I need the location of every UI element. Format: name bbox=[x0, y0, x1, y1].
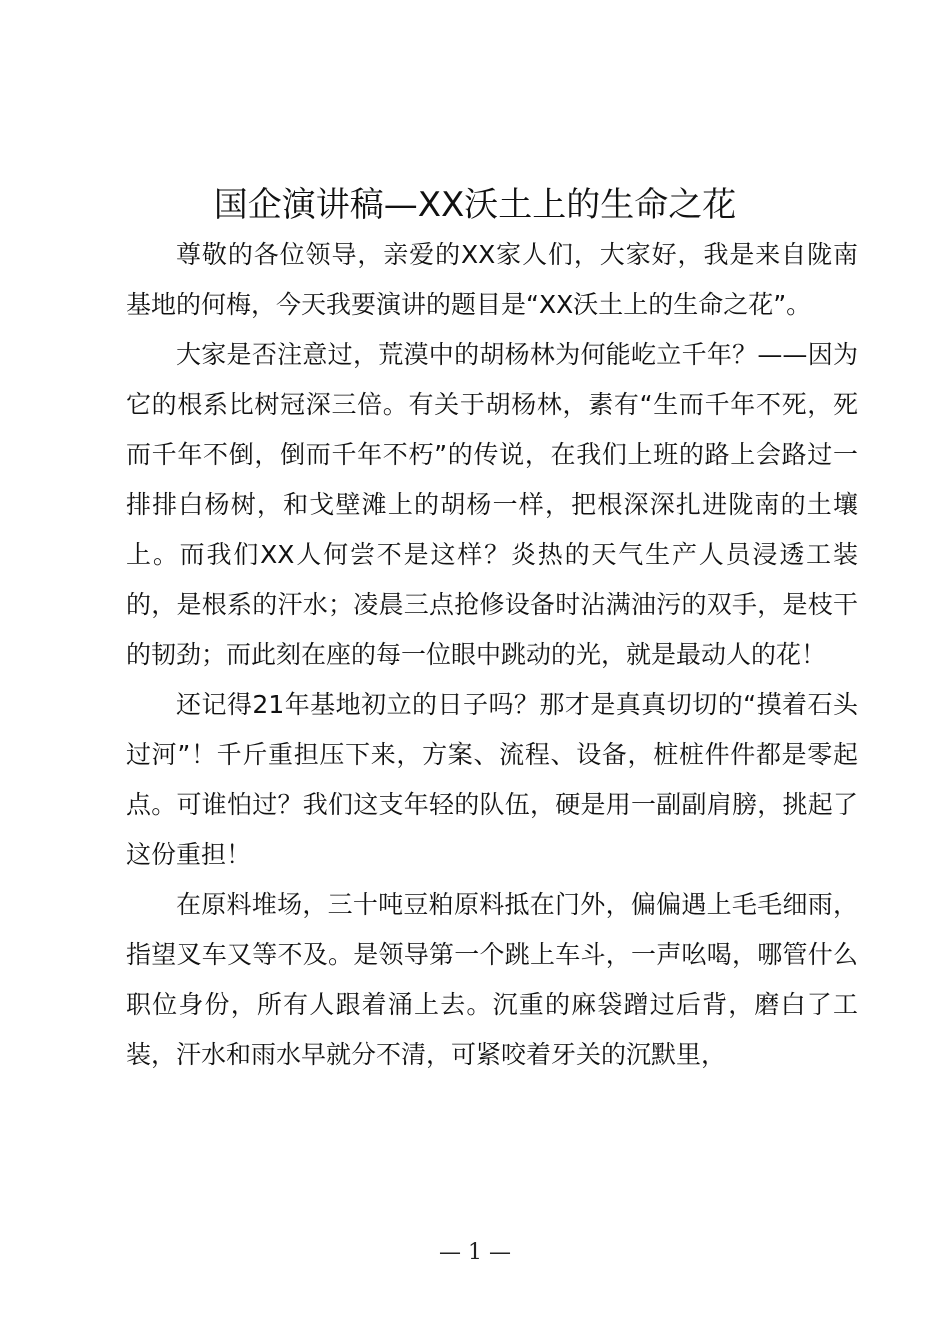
document-body bbox=[126, 230, 858, 1080]
paragraph-1: 尊敬的各位领导，亲爱的XX家人们，大家好，我是来自陇南基地的何梅，今天我要演讲的题目是“XX沃土上的生命之花”。 bbox=[126, 240, 858, 319]
document-title: 国企演讲稿—XX沃土上的生命之花 bbox=[213, 185, 737, 225]
paragraph-3: 还记得21年基地初立的日子吗？那才是真真切切的“摸着石头过河”！千斤重担压下来，方案、流程、设备，桩桩件件都是零起点。可谁怕过？我们这支年轻的队伍，硬是用一副副肩膀，挑起了这份重担！ bbox=[126, 690, 858, 869]
paragraph-4: 在原料堆场，三十吨豆粕原料抵在门外，偏偏遇上毛毛细雨，指望叉车又等不及。是领导第一个跳上车斗，一声吆喝，哪管什么职位身份，所有人跟着涌上去。沉重的麻袋蹭过后背，磨白了工装，汗水和雨水早就分不清，可紧咬着牙关的沉默里， bbox=[126, 890, 858, 1069]
paragraph-2: 大家是否注意过，荒漠中的胡杨林为何能屹立千年？——因为它的根系比树冠深三倍。有关于胡杨林，素有“生而千年不死，死而千年不倒，倒而千年不朽”的传说，在我们上班的路上会路过一排排白杨树，和戈壁滩上的胡杨一样，把根深深扎进陇南的土壤上。而我们XX人何尝不是这样？炎热的天气生产人员浸透工装的，是根系的汗水；凌晨三点抢修设备时沾满油污的双手，是枝干的韧劲；而此刻在座的每一位眼中跳动的光，就是最动人的花！ bbox=[126, 340, 858, 669]
page-number: — 1 — bbox=[439, 1240, 511, 1265]
